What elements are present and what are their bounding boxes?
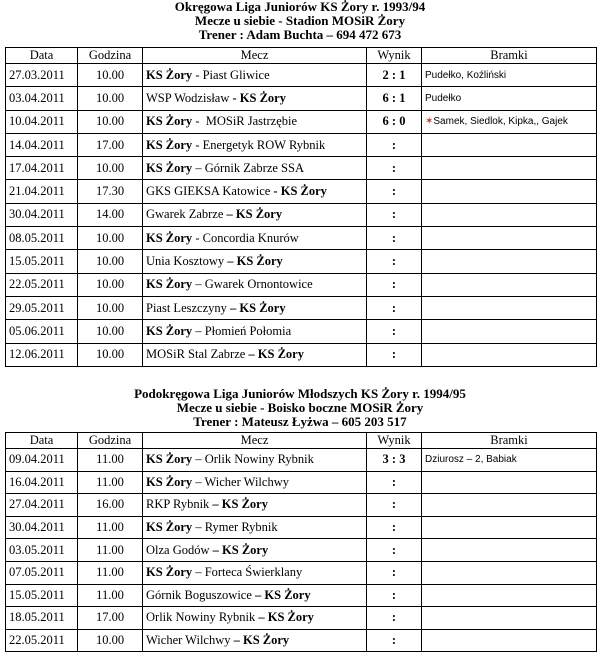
match-date: 05.06.2011	[6, 320, 78, 343]
team-separator: -	[192, 137, 203, 152]
section2-title-line-2: Mecze u siebie - Boisko boczne MOSiR Żory	[176, 400, 424, 415]
match-teams	[143, 471, 367, 494]
section2-rows	[6, 449, 597, 652]
header-date: Data	[6, 433, 78, 449]
match-goals	[422, 64, 597, 87]
match-score: :	[367, 133, 422, 156]
header-match: Mecz	[143, 433, 367, 449]
match-teams	[143, 320, 367, 343]
section1-title-line-2: Mecze u siebie - Stadion MOSiR Żory	[194, 13, 406, 28]
match-score: :	[367, 607, 422, 630]
match-goals	[422, 539, 597, 562]
match-time: 17.30	[78, 180, 143, 203]
section1-title-line-3: Trener : Adam Buchta – 694 472 673	[198, 27, 402, 42]
match-teams	[143, 343, 367, 366]
match-score: :	[367, 203, 422, 226]
header-time: Godzina	[78, 433, 143, 449]
match-time: 10.00	[78, 157, 143, 180]
team-separator: –	[224, 254, 237, 269]
match-score: :	[367, 343, 422, 366]
match-teams	[143, 516, 367, 539]
section2-title-line-1: Podokręgowa Liga Juniorów Młodszych KS Żory r. 1994/95	[134, 386, 466, 401]
header-score: Wynik	[367, 48, 422, 64]
team-separator: –	[192, 565, 205, 580]
header-score: Wynik	[367, 433, 422, 449]
team-1: KS Żory	[146, 452, 193, 467]
table-row	[6, 250, 597, 273]
match-score: :	[367, 539, 422, 562]
table-header-row	[6, 433, 597, 449]
team-1: Unia Kosztowy	[146, 254, 225, 269]
match-goals	[422, 449, 597, 472]
match-time: 11.00	[78, 539, 143, 562]
match-time: 10.00	[78, 320, 143, 343]
team-1: MOSiR Stal Zabrze	[146, 347, 246, 362]
team-2: KS Żory	[267, 610, 314, 625]
team-2: Concordia Knurów	[202, 230, 299, 245]
match-date: 29.05.2011	[6, 296, 78, 319]
match-time: 11.00	[78, 471, 143, 494]
table-row	[6, 203, 597, 226]
match-date: 18.05.2011	[6, 607, 78, 630]
match-time: 10.00	[78, 343, 143, 366]
team-2: Płomień Połomia	[204, 323, 292, 338]
team-1: KS Żory	[146, 277, 193, 292]
goal-scorers: Samek, Siedlok, Kipka,, Gajek	[433, 116, 568, 128]
match-score: :	[367, 561, 422, 584]
match-teams	[143, 584, 367, 607]
match-teams	[143, 87, 367, 110]
match-date: 30.04.2011	[6, 203, 78, 226]
table-row	[6, 516, 597, 539]
team-1: WSP Wodzisław	[146, 90, 230, 105]
team-1: Wicher Wilchwy	[146, 633, 231, 648]
match-score: 6 : 1	[367, 87, 422, 110]
match-goals	[422, 273, 597, 296]
table-row	[6, 180, 597, 203]
match-score: :	[367, 250, 422, 273]
team-2: KS Żory	[280, 184, 327, 199]
team-separator: –	[192, 277, 205, 292]
team-2: Forteca Świerklany	[204, 565, 303, 580]
match-goals	[422, 87, 597, 110]
match-goals	[422, 320, 597, 343]
section1-heading	[0, 0, 600, 42]
match-date: 17.04.2011	[6, 157, 78, 180]
table-row	[6, 133, 597, 156]
team-2: KS Żory	[222, 542, 269, 557]
team-separator: –	[209, 497, 222, 512]
team-1: KS Żory	[146, 565, 193, 580]
section2-title-line-3: Trener : Mateusz Łyżwa – 605 203 517	[193, 414, 407, 429]
header-match: Mecz	[143, 48, 367, 64]
match-goals	[422, 250, 597, 273]
match-teams	[143, 110, 367, 133]
team-separator: –	[226, 300, 240, 315]
match-time: 10.00	[78, 273, 143, 296]
match-teams	[143, 449, 367, 472]
table-row	[6, 320, 597, 343]
team-1: KS Żory	[146, 114, 193, 129]
match-goals	[422, 494, 597, 517]
header-time: Godzina	[78, 48, 143, 64]
match-goals	[422, 133, 597, 156]
match-date: 22.05.2011	[6, 629, 78, 652]
match-date: 10.04.2011	[6, 110, 78, 133]
match-goals	[422, 629, 597, 652]
match-teams	[143, 561, 367, 584]
match-goals	[422, 203, 597, 226]
team-separator: -	[192, 230, 203, 245]
team-2: KS Żory	[235, 207, 283, 222]
table-row	[6, 87, 597, 110]
team-2: Gwarek Ornontowice	[204, 277, 313, 292]
match-goals	[422, 584, 597, 607]
header-date: Data	[6, 48, 78, 64]
match-date: 15.05.2011	[6, 250, 78, 273]
match-teams	[143, 607, 367, 630]
table-row	[6, 561, 597, 584]
match-score: :	[367, 227, 422, 250]
section2-heading	[0, 387, 600, 429]
match-goals	[422, 561, 597, 584]
section1-title-line-1: Okręgowa Liga Juniorów KS Żory r. 1993/94	[174, 0, 426, 14]
team-1: RKP Rybnik	[146, 497, 210, 512]
table-header-row	[6, 48, 597, 64]
match-date: 08.05.2011	[6, 227, 78, 250]
match-teams	[143, 250, 367, 273]
match-teams	[143, 494, 367, 517]
team-2: KS Żory	[236, 254, 283, 269]
match-score: 3 : 3	[367, 449, 422, 472]
team-2: Energetyk ROW Rybnik	[202, 137, 326, 152]
team-2: KS Żory	[257, 347, 304, 362]
match-date: 15.05.2011	[6, 584, 78, 607]
team-2: KS Żory	[239, 90, 286, 105]
match-score: :	[367, 629, 422, 652]
table-row	[6, 584, 597, 607]
team-1: KS Żory	[146, 160, 193, 175]
table-row	[6, 449, 597, 472]
goal-scorers: Dziurosz – 2, Babiak	[425, 454, 517, 466]
table-row	[6, 296, 597, 319]
match-date: 12.06.2011	[6, 343, 78, 366]
match-date: 27.03.2011	[6, 64, 78, 87]
team-2: KS Żory	[243, 633, 290, 648]
section1-schedule-table	[5, 47, 597, 367]
team-2: Górnik Zabrze SSA	[204, 160, 304, 175]
team-1: KS Żory	[146, 230, 193, 245]
team-2: KS Żory	[239, 300, 286, 315]
match-time: 10.00	[78, 227, 143, 250]
team-1: KS Żory	[146, 323, 193, 338]
team-1: Olza Godów	[146, 542, 210, 557]
match-goals	[422, 607, 597, 630]
match-date: 27.04.2011	[6, 494, 78, 517]
match-time: 10.00	[78, 110, 143, 133]
team-1: KS Żory	[146, 67, 193, 82]
team-2: Wicher Wilchwy	[204, 474, 289, 489]
match-goals	[422, 180, 597, 203]
match-time: 14.00	[78, 203, 143, 226]
match-score: :	[367, 273, 422, 296]
team-2: MOSiR Jastrzębie	[205, 114, 298, 129]
table-row	[6, 110, 597, 133]
team-separator: -	[192, 114, 206, 129]
match-teams	[143, 180, 367, 203]
match-date: 22.05.2011	[6, 273, 78, 296]
match-teams	[143, 539, 367, 562]
team-2: Rymer Rybnik	[204, 520, 278, 535]
table-row	[6, 607, 597, 630]
match-date: 03.05.2011	[6, 539, 78, 562]
match-date: 16.04.2011	[6, 471, 78, 494]
match-teams	[143, 227, 367, 250]
match-teams	[143, 296, 367, 319]
team-separator: -	[229, 90, 240, 105]
section1-rows	[6, 64, 597, 367]
match-teams	[143, 133, 367, 156]
team-1: Górnik Boguszowice	[146, 587, 252, 602]
team-separator: –	[223, 207, 236, 222]
match-teams	[143, 64, 367, 87]
match-time: 11.00	[78, 449, 143, 472]
header-goals: Bramki	[422, 48, 597, 64]
team-separator: -	[270, 184, 281, 199]
goal-scorers: Pudełko, Koźliński	[425, 69, 507, 81]
match-score: :	[367, 584, 422, 607]
match-goals	[422, 157, 597, 180]
match-time: 11.00	[78, 561, 143, 584]
table-row	[6, 539, 597, 562]
match-score: :	[367, 180, 422, 203]
table-row	[6, 343, 597, 366]
match-time: 11.00	[78, 516, 143, 539]
match-date: 14.04.2011	[6, 133, 78, 156]
team-2: Piast Gliwice	[202, 67, 270, 82]
match-score: :	[367, 494, 422, 517]
table-row	[6, 629, 597, 652]
match-score: :	[367, 471, 422, 494]
match-date: 09.04.2011	[6, 449, 78, 472]
table-row	[6, 227, 597, 250]
match-time: 10.00	[78, 64, 143, 87]
team-separator: –	[192, 520, 205, 535]
team-1: Piast Leszczyny	[146, 300, 227, 315]
match-date: 07.05.2011	[6, 561, 78, 584]
team-separator: –	[192, 323, 205, 338]
match-goals	[422, 516, 597, 539]
match-time: 10.00	[78, 629, 143, 652]
team-2: Orlik Nowiny Rybnik	[204, 452, 314, 467]
match-score: :	[367, 157, 422, 180]
match-score: :	[367, 516, 422, 539]
team-separator: –	[255, 610, 268, 625]
match-score: :	[367, 320, 422, 343]
match-date: 21.04.2011	[6, 180, 78, 203]
match-teams	[143, 273, 367, 296]
team-separator: –	[192, 474, 205, 489]
table-row	[6, 494, 597, 517]
team-1: GKS GIEKSA Katowice	[146, 184, 271, 199]
match-score: 6 : 0	[367, 110, 422, 133]
match-score: :	[367, 296, 422, 319]
team-1: KS Żory	[146, 520, 193, 535]
goal-scorers: Pudełko	[425, 92, 462, 104]
match-goals	[422, 296, 597, 319]
team-2: KS Żory	[264, 587, 311, 602]
match-teams	[143, 629, 367, 652]
match-time: 10.00	[78, 87, 143, 110]
table-row	[6, 471, 597, 494]
match-time: 16.00	[78, 494, 143, 517]
team-1: Orlik Nowiny Rybnik	[146, 610, 256, 625]
match-time: 10.00	[78, 250, 143, 273]
match-time: 17.00	[78, 133, 143, 156]
match-time: 10.00	[78, 296, 143, 319]
match-goals	[422, 471, 597, 494]
red-star-icon: ✶	[425, 116, 434, 128]
match-time: 11.00	[78, 584, 143, 607]
table-row	[6, 157, 597, 180]
team-separator: –	[251, 587, 265, 602]
match-score: 2 : 1	[367, 64, 422, 87]
team-separator: –	[192, 160, 205, 175]
match-time: 17.00	[78, 607, 143, 630]
team-separator: -	[192, 67, 203, 82]
header-goals: Bramki	[422, 433, 597, 449]
match-goals	[422, 343, 597, 366]
team-separator: –	[245, 347, 258, 362]
team-separator: –	[192, 452, 205, 467]
match-goals	[422, 227, 597, 250]
team-separator: –	[209, 542, 223, 557]
team-1: KS Żory	[146, 474, 193, 489]
section2-schedule-table	[5, 432, 597, 652]
match-teams	[143, 157, 367, 180]
team-1: KS Żory	[146, 137, 193, 152]
table-row	[6, 64, 597, 87]
table-row	[6, 273, 597, 296]
match-date: 03.04.2011	[6, 87, 78, 110]
match-date: 30.04.2011	[6, 516, 78, 539]
team-2: KS Żory	[221, 497, 268, 512]
team-1: Gwarek Zabrze	[146, 207, 224, 222]
team-separator: –	[230, 633, 243, 648]
match-teams	[143, 203, 367, 226]
match-goals	[422, 110, 597, 133]
